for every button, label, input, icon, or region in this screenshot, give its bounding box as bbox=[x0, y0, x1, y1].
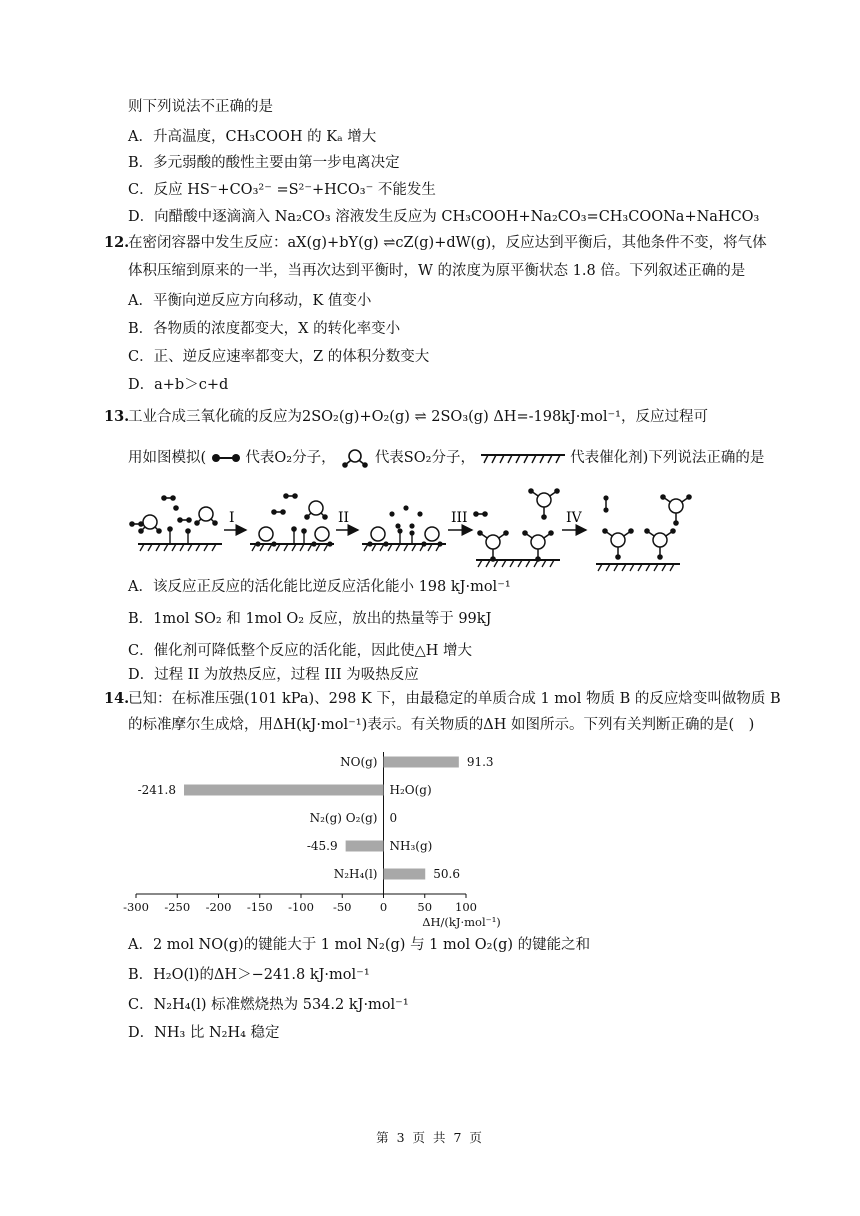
step-label-1: I bbox=[229, 510, 235, 526]
x-tick-label: 50 bbox=[417, 900, 433, 914]
x-tick-label: 100 bbox=[455, 900, 477, 914]
q14-stem-line2: 的标准摩尔生成焓，用ΔH(kJ·mol⁻¹)表示。有关物质的ΔH 如图所示。下列有关判断正确的是( ) bbox=[128, 717, 755, 733]
step-label-2: II bbox=[338, 510, 350, 526]
x-axis-label: ΔH/(kJ·mol⁻¹) bbox=[422, 915, 501, 929]
stage-4-molecules bbox=[473, 488, 560, 567]
q11-option-b: B．多元弱酸的酸性主要由第一步电离决定 bbox=[128, 155, 400, 171]
q12-stem-line1: 在密闭容器中发生反应：aX(g)+bY(g) ⇌cZ(g)+dW(g)，反应达到平衡后，其他条件不变，将气体 bbox=[128, 235, 767, 251]
x-tick-label: -300 bbox=[123, 900, 149, 914]
category-label: NH₃(g) bbox=[389, 839, 433, 853]
x-tick-label: -250 bbox=[164, 900, 191, 914]
q13-stem-line2-d: 代表催化剂)下列说法正确的是 bbox=[570, 450, 765, 466]
o2-molecule-icon bbox=[211, 451, 241, 465]
q12-option-b: B．各物质的浓度都变大，X 的转化率变小 bbox=[128, 321, 401, 337]
bar-0 bbox=[384, 757, 459, 768]
q13-stem-line2-b: 代表O₂分子， bbox=[245, 450, 336, 466]
category-label: H₂O(g) bbox=[389, 783, 432, 797]
stage-5-molecules bbox=[596, 494, 692, 571]
category-label: N₂H₄(l) bbox=[333, 867, 378, 881]
x-tick-label: -100 bbox=[288, 900, 314, 914]
bar-3 bbox=[346, 841, 384, 852]
q14-option-b: B．H₂O(l)的ΔH＞−241.8 kJ·mol⁻¹ bbox=[128, 967, 370, 983]
so2-molecule-icon bbox=[340, 447, 370, 469]
q13-option-b: B．1mol SO₂ 和 1mol O₂ 反应，放出的热量等于 99kJ bbox=[128, 611, 492, 627]
catalyst-icon bbox=[480, 451, 566, 465]
x-tick-label: 0 bbox=[379, 900, 388, 914]
stage-1-molecules bbox=[129, 495, 222, 551]
q13-stem-line2-c: 代表SO₂分子， bbox=[374, 450, 475, 466]
value-label: -45.9 bbox=[306, 839, 338, 853]
q14-stem-line1: 已知：在标准压强(101 kPa)、298 K 下，由最稳定的单质合成 1 mol 物质 B 的反应焓变叫做物质 B bbox=[128, 691, 781, 707]
q11-option-d: D．向醋酸中逐滴滴入 Na₂CO₃ 溶液发生反应为 CH₃COOH+Na₂CO₃=CH₃COONa+NaHCO₃ bbox=[128, 209, 760, 225]
step-label-3: III bbox=[451, 510, 468, 526]
q14-option-d: D．NH₃ 比 N₂H₄ 稳定 bbox=[128, 1025, 280, 1041]
q13-option-d: D．过程 II 为放热反应，过程 III 为吸热反应 bbox=[128, 667, 419, 683]
value-label: 91.3 bbox=[466, 755, 494, 769]
q13-stem-line1: 工业合成三氧化硫的反应为2SO₂(g)+O₂(g) ⇌ 2SO₃(g) ΔH=-198kJ·mol⁻¹，反应过程可 bbox=[128, 409, 708, 425]
step-label-4: IV bbox=[566, 510, 582, 526]
stage-2-molecules bbox=[250, 493, 334, 551]
q14-option-c: C．N₂H₄(l) 标准燃烧热为 534.2 kJ·mol⁻¹ bbox=[128, 997, 409, 1013]
bar-1 bbox=[184, 785, 383, 796]
category-label: N₂(g) O₂(g) bbox=[309, 811, 378, 825]
q12-option-a: A．平衡向逆反应方向移动，K 值变小 bbox=[128, 293, 372, 309]
q14-number: 14. bbox=[104, 690, 130, 707]
q13-stem-line2-a: 用如图模拟( bbox=[128, 450, 207, 466]
value-label: 50.6 bbox=[433, 867, 460, 881]
q14-option-a: A．2 mol NO(g)的键能大于 1 mol N₂(g) 与 1 mol O₂(g) 的键能之和 bbox=[128, 937, 591, 953]
reaction-process-diagram bbox=[126, 484, 766, 576]
page-footer: 第 3 页 共 7 页 bbox=[376, 1130, 484, 1145]
q13-option-c: C．催化剂可降低整个反应的活化能，因此使△H 增大 bbox=[128, 643, 472, 659]
value-label: 0 bbox=[389, 811, 398, 825]
q11-stem-tail: 则下列说法不正确的是 bbox=[128, 99, 273, 115]
x-tick-label: -50 bbox=[332, 900, 352, 914]
category-label: NO(g) bbox=[340, 755, 378, 769]
q11-option-a: A．升高温度，CH₃COOH 的 Kₐ 增大 bbox=[128, 129, 377, 145]
q12-option-c: C．正、逆反应速率都变大，Z 的体积分数变大 bbox=[128, 349, 430, 365]
x-tick-label: -150 bbox=[246, 900, 273, 914]
x-tick-label: -200 bbox=[205, 900, 232, 914]
q13-number: 13. bbox=[104, 408, 130, 425]
q12-stem-line2: 体积压缩到原来的一半，当再次达到平衡时，W 的浓度为原平衡状态 1.8 倍。下列叙述正确的是 bbox=[128, 263, 746, 279]
q12-number: 12. bbox=[104, 234, 130, 251]
value-label: -241.8 bbox=[137, 783, 177, 797]
q13-stem-line2 bbox=[128, 447, 764, 469]
q11-option-c: C．反应 HS⁻+CO₃²⁻ =S²⁻+HCO₃⁻ 不能发生 bbox=[128, 182, 436, 198]
stage-3-molecules bbox=[362, 505, 446, 551]
enthalpy-bar-chart bbox=[118, 746, 518, 936]
q13-option-a: A．该反应正反应的活化能比逆反应活化能小 198 kJ·mol⁻¹ bbox=[128, 579, 511, 595]
q12-option-d: D．a+b＞c+d bbox=[128, 377, 229, 393]
bar-4 bbox=[384, 869, 426, 880]
